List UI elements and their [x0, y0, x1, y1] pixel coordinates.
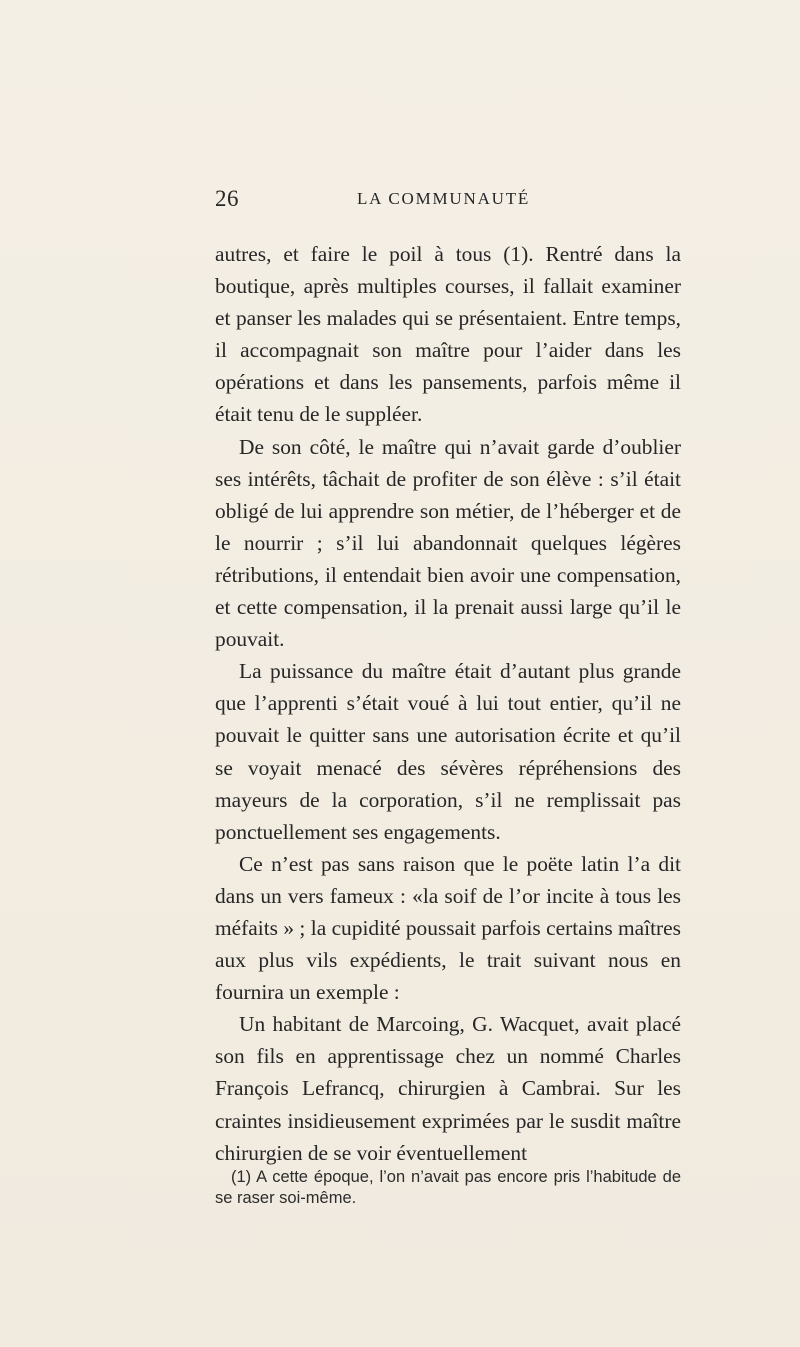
footnote	[215, 1167, 681, 1209]
paragraph-1: autres, et faire le poil à tous (1). Rentré dans la boutique, après multiples courses, il fallait examiner et panser les malades qui se présentaient. Entre temps, il accompagnait son maître pour l’aider dans les opérations et dans les pansements, parfois même il était tenu de le suppléer.	[215, 242, 681, 427]
page-number: 26	[215, 186, 239, 211]
page-header	[215, 186, 685, 216]
paragraph-4: Ce n’est pas sans raison que le poëte latin l’a dit dans un vers fameux : «la soif de l’or incite à tous les méfaits » ; la cupidité poussait parfois certains maîtres aux plus vils expédients, le trait suivant nous en fournira un exemple :	[215, 851, 681, 1005]
running-title: LA COMMUNAUTÉ	[357, 189, 531, 208]
footnote-text: (1) A cette époque, l’on n’avait pas encore pris l’habitude de se raser soi-même.	[215, 1168, 681, 1207]
paragraph-3: La puissance du maître était d’autant plus grande que l’apprenti s’était voué à lui tout entier, qu’il ne pouvait le quitter sans une autorisation écrite et qu’il se voyait menacé des sévères répréhensions des mayeurs de la corporation, s’il ne remplissait pas ponctuellement ses engagements.	[215, 659, 681, 844]
paragraph-2: De son côté, le maître qui n’avait garde d’oublier ses intérêts, tâchait de profiter de son élève : s’il était obligé de lui apprendre son métier, de l’héberger et de le nourrir ; s’il lui abandonnait quelques légères rétributions, il entendait bien avoir une compensation, et cette compensation, il la prenait aussi large qu’il le pouvait.	[215, 434, 681, 652]
body-text	[215, 238, 681, 1169]
paragraph-5: Un habitant de Marcoing, G. Wacquet, avait placé son fils en apprentissage chez un nommé Charles François Lefrancq, chirurgien à Cambrai. Sur les craintes insidieusement exprimées par le susdit maître chirurgien de se voir éventuellement	[215, 1012, 681, 1165]
